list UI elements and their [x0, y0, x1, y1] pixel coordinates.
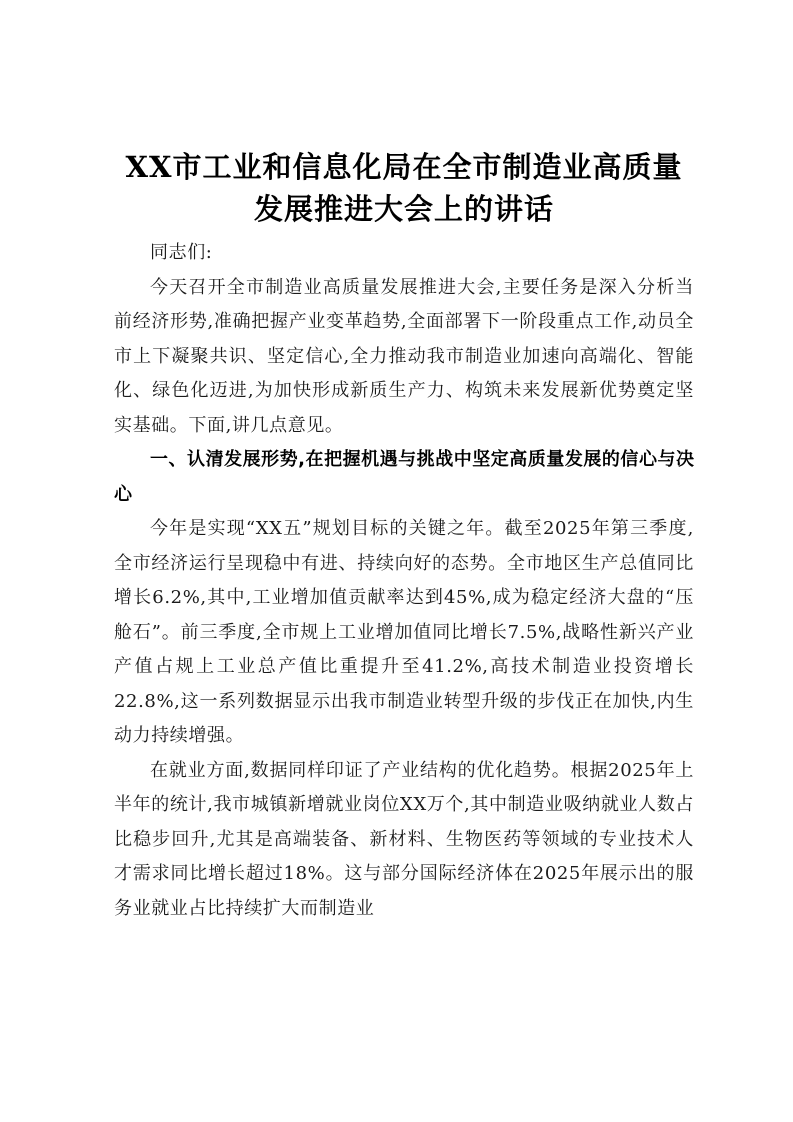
intro-paragraph: 今天召开全市制造业高质量发展推进大会,主要任务是深入分析当前经济形势,准确把握产业变革趋势,全面部署下一阶段重点工作,动员全市上下凝聚共识、坚定信心,全力推动我市制造业加速向高端化、智能化、绿色化迈进,为加快形成新质生产力、构筑未来发展新优势奠定坚实基础。下面,讲几点意见。	[114, 276, 694, 436]
salutation: 同志们:	[150, 242, 213, 263]
document-title: XX市工业和信息化局在全市制造业高质量发展推进大会上的讲话	[125, 150, 683, 226]
section-paragraph-2: 在就业方面,数据同样印证了产业结构的优化趋势。根据2025年上半年的统计,我市城镇新增就业岗位XX万个,其中制造业吸纳就业人数占比稳步回升,尤其是高端装备、新材料、生物医药等领域的专业技术人才需求同比增长超过18%。这与部分国际经济体在2025年展示出的服务业就业占比持续扩大而制造业	[114, 759, 694, 919]
section-heading: 一、认清发展形势,在把握机遇与挑战中坚定高质量发展的信心与决心	[114, 449, 694, 505]
document-content	[114, 146, 694, 926]
section-paragraph-1: 今年是实现“XX五”规划目标的关键之年。截至2025年第三季度,全市经济运行呈现稳中有进、持续向好的态势。全市地区生产总值同比增长6.2%,其中,工业增加值贡献率达到45%,成为稳定经济大盘的“压舱石”。前三季度,全市规上工业增加值同比增长7.5%,战略性新兴产业产值占规上工业总产值比重提升至41.2%,高技术制造业投资增长22.8%,这一系列数据显示出我市制造业转型升级的步伐正在加快,内生动力持续增强。	[114, 518, 694, 746]
